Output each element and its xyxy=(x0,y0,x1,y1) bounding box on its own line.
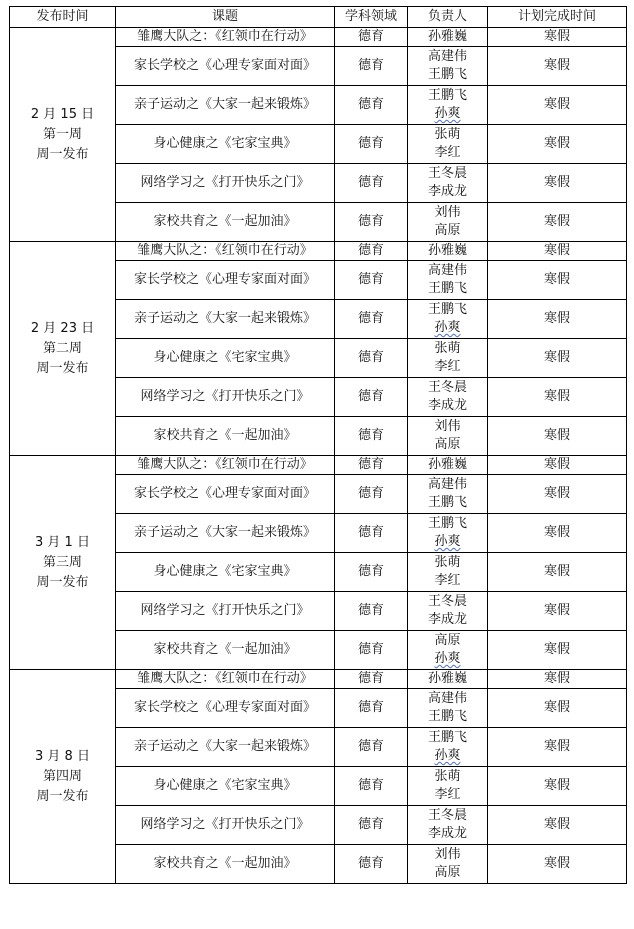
header-subject: 学科领域 xyxy=(335,7,408,28)
header-topic: 课题 xyxy=(116,7,335,28)
plan-cell: 寒假 xyxy=(488,631,627,670)
release-date-cell xyxy=(10,28,116,242)
topic-cell: 亲子运动之《大家一起来锻炼》 xyxy=(116,300,335,339)
header-date: 发布时间 xyxy=(10,7,116,28)
topic-cell: 家校共育之《一起加油》 xyxy=(116,417,335,456)
topic-cell: 家长学校之《心理专家面对面》 xyxy=(116,261,335,300)
owner-cell xyxy=(408,514,488,553)
release-date: 2 月 23 日 xyxy=(30,320,95,336)
subject-cell: 德育 xyxy=(335,689,408,728)
owner-cell xyxy=(408,689,488,728)
subject-cell: 德育 xyxy=(335,417,408,456)
subject-cell: 德育 xyxy=(335,592,408,631)
owner-name: 李成龙 xyxy=(427,184,467,199)
owner-cell xyxy=(408,164,488,203)
subject-cell: 德育 xyxy=(335,514,408,553)
owner-name: 王鹏飞 xyxy=(427,495,467,510)
plan-cell: 寒假 xyxy=(488,203,627,242)
owner-cell xyxy=(408,300,488,339)
owner-cell xyxy=(408,417,488,456)
plan-cell: 寒假 xyxy=(488,475,627,514)
subject-cell: 德育 xyxy=(335,670,408,689)
topic-cell: 家校共育之《一起加油》 xyxy=(116,631,335,670)
owner-name: 高原 xyxy=(434,223,461,238)
owner-name: 高建伟 xyxy=(427,49,467,64)
plan-cell: 寒假 xyxy=(488,592,627,631)
owner-name: 张萌 xyxy=(434,341,461,356)
topic-cell: 家长学校之《心理专家面对面》 xyxy=(116,475,335,514)
plan-cell: 寒假 xyxy=(488,164,627,203)
topic-cell: 身心健康之《宅家宝典》 xyxy=(116,553,335,592)
owner-name: 李成龙 xyxy=(427,398,467,413)
owner-name: 李红 xyxy=(434,359,461,374)
subject-cell: 德育 xyxy=(335,125,408,164)
topic-cell: 家长学校之《心理专家面对面》 xyxy=(116,689,335,728)
plan-cell: 寒假 xyxy=(488,300,627,339)
owner-name: 孙爽 xyxy=(434,106,461,121)
plan-cell: 寒假 xyxy=(488,456,627,475)
table-body xyxy=(10,28,627,884)
owner-cell xyxy=(408,845,488,884)
owner-name: 李红 xyxy=(434,145,461,160)
plan-cell: 寒假 xyxy=(488,378,627,417)
owner-cell xyxy=(408,28,488,47)
schedule-table xyxy=(9,6,627,884)
release-release: 周一发布 xyxy=(36,146,89,162)
owner-cell xyxy=(408,378,488,417)
owner-name: 孙雅巍 xyxy=(427,671,467,686)
owner-name: 孙爽 xyxy=(434,651,461,666)
owner-cell xyxy=(408,592,488,631)
owner-name: 王鹏飞 xyxy=(427,516,467,531)
topic-cell: 雏鹰大队之：《红领巾在行动》 xyxy=(116,670,335,689)
plan-cell: 寒假 xyxy=(488,339,627,378)
owner-cell xyxy=(408,242,488,261)
subject-cell: 德育 xyxy=(335,553,408,592)
owner-name: 刘伟 xyxy=(434,419,461,434)
plan-cell: 寒假 xyxy=(488,689,627,728)
owner-name: 孙爽 xyxy=(434,534,461,549)
owner-cell xyxy=(408,767,488,806)
topic-cell: 亲子运动之《大家一起来锻炼》 xyxy=(116,514,335,553)
release-week: 第一周 xyxy=(42,126,82,142)
plan-cell: 寒假 xyxy=(488,728,627,767)
subject-cell: 德育 xyxy=(335,631,408,670)
release-release: 周一发布 xyxy=(36,574,89,590)
owner-name: 高建伟 xyxy=(427,477,467,492)
subject-cell: 德育 xyxy=(335,261,408,300)
owner-name: 高原 xyxy=(434,633,461,648)
topic-cell: 身心健康之《宅家宝典》 xyxy=(116,125,335,164)
owner-cell xyxy=(408,553,488,592)
owner-name: 李红 xyxy=(434,787,461,802)
topic-cell: 身心健康之《宅家宝典》 xyxy=(116,339,335,378)
topic-cell: 家校共育之《一起加油》 xyxy=(116,845,335,884)
topic-cell: 雏鹰大队之：《红领巾在行动》 xyxy=(116,456,335,475)
owner-cell xyxy=(408,475,488,514)
owner-name: 李成龙 xyxy=(427,826,467,841)
plan-cell: 寒假 xyxy=(488,417,627,456)
topic-cell: 家校共育之《一起加油》 xyxy=(116,203,335,242)
release-date-cell xyxy=(10,670,116,884)
release-date: 3 月 1 日 xyxy=(35,534,90,550)
owner-name: 张萌 xyxy=(434,127,461,142)
owner-name: 王冬晨 xyxy=(427,808,467,823)
plan-cell: 寒假 xyxy=(488,261,627,300)
plan-cell: 寒假 xyxy=(488,86,627,125)
owner-cell xyxy=(408,86,488,125)
plan-cell: 寒假 xyxy=(488,28,627,47)
owner-cell xyxy=(408,261,488,300)
release-week: 第四周 xyxy=(42,768,82,784)
topic-cell: 身心健康之《宅家宝典》 xyxy=(116,767,335,806)
subject-cell: 德育 xyxy=(335,242,408,261)
owner-name: 刘伟 xyxy=(434,205,461,220)
owner-name: 王鹏飞 xyxy=(427,302,467,317)
header-row xyxy=(10,7,627,28)
subject-cell: 德育 xyxy=(335,767,408,806)
topic-cell: 网络学习之《打开快乐之门》 xyxy=(116,164,335,203)
topic-cell: 网络学习之《打开快乐之门》 xyxy=(116,378,335,417)
owner-name: 孙爽 xyxy=(434,320,461,335)
owner-cell xyxy=(408,456,488,475)
table-row xyxy=(10,242,627,261)
plan-cell: 寒假 xyxy=(488,553,627,592)
owner-name: 孙雅巍 xyxy=(427,457,467,472)
owner-name: 王鹏飞 xyxy=(427,67,467,82)
owner-name: 高原 xyxy=(434,437,461,452)
subject-cell: 德育 xyxy=(335,806,408,845)
topic-cell: 亲子运动之《大家一起来锻炼》 xyxy=(116,728,335,767)
owner-name: 王鹏飞 xyxy=(427,709,467,724)
owner-cell xyxy=(408,203,488,242)
subject-cell: 德育 xyxy=(335,86,408,125)
subject-cell: 德育 xyxy=(335,28,408,47)
topic-cell: 网络学习之《打开快乐之门》 xyxy=(116,806,335,845)
topic-cell: 亲子运动之《大家一起来锻炼》 xyxy=(116,86,335,125)
owner-cell xyxy=(408,806,488,845)
owner-name: 刘伟 xyxy=(434,847,461,862)
release-week: 第三周 xyxy=(42,554,82,570)
release-release: 周一发布 xyxy=(36,360,89,376)
plan-cell: 寒假 xyxy=(488,845,627,884)
subject-cell: 德育 xyxy=(335,300,408,339)
subject-cell: 德育 xyxy=(335,164,408,203)
release-date-cell xyxy=(10,456,116,670)
plan-cell: 寒假 xyxy=(488,514,627,553)
owner-name: 王冬晨 xyxy=(427,594,467,609)
subject-cell: 德育 xyxy=(335,728,408,767)
header-plan: 计划完成时间 xyxy=(488,7,627,28)
subject-cell: 德育 xyxy=(335,456,408,475)
subject-cell: 德育 xyxy=(335,845,408,884)
owner-name: 李红 xyxy=(434,573,461,588)
owner-name: 李成龙 xyxy=(427,612,467,627)
header-owner: 负责人 xyxy=(408,7,488,28)
owner-cell xyxy=(408,125,488,164)
plan-cell: 寒假 xyxy=(488,767,627,806)
topic-cell: 家长学校之《心理专家面对面》 xyxy=(116,47,335,86)
owner-name: 孙雅巍 xyxy=(427,29,467,44)
table-row xyxy=(10,670,627,689)
owner-cell xyxy=(408,631,488,670)
owner-name: 王鹏飞 xyxy=(427,88,467,103)
subject-cell: 德育 xyxy=(335,203,408,242)
release-release: 周一发布 xyxy=(36,788,89,804)
table-row xyxy=(10,456,627,475)
topic-cell: 雏鹰大队之：《红领巾在行动》 xyxy=(116,28,335,47)
topic-cell: 雏鹰大队之：《红领巾在行动》 xyxy=(116,242,335,261)
release-date: 2 月 15 日 xyxy=(30,106,95,122)
plan-cell: 寒假 xyxy=(488,47,627,86)
release-week: 第二周 xyxy=(42,340,82,356)
topic-cell: 网络学习之《打开快乐之门》 xyxy=(116,592,335,631)
owner-name: 张萌 xyxy=(434,769,461,784)
release-date-cell xyxy=(10,242,116,456)
owner-name: 王冬晨 xyxy=(427,166,467,181)
table-row xyxy=(10,28,627,47)
owner-cell xyxy=(408,339,488,378)
plan-cell: 寒假 xyxy=(488,806,627,845)
subject-cell: 德育 xyxy=(335,47,408,86)
subject-cell: 德育 xyxy=(335,475,408,514)
owner-name: 高建伟 xyxy=(427,691,467,706)
plan-cell: 寒假 xyxy=(488,242,627,261)
owner-name: 孙爽 xyxy=(434,748,461,763)
subject-cell: 德育 xyxy=(335,339,408,378)
owner-cell xyxy=(408,728,488,767)
owner-cell xyxy=(408,670,488,689)
owner-name: 王冬晨 xyxy=(427,380,467,395)
owner-cell xyxy=(408,47,488,86)
owner-name: 王鹏飞 xyxy=(427,281,467,296)
release-date: 3 月 8 日 xyxy=(35,748,90,764)
plan-cell: 寒假 xyxy=(488,670,627,689)
owner-name: 张萌 xyxy=(434,555,461,570)
owner-name: 高原 xyxy=(434,865,461,880)
subject-cell: 德育 xyxy=(335,378,408,417)
plan-cell: 寒假 xyxy=(488,125,627,164)
owner-name: 孙雅巍 xyxy=(427,243,467,258)
owner-name: 高建伟 xyxy=(427,263,467,278)
owner-name: 王鹏飞 xyxy=(427,730,467,745)
